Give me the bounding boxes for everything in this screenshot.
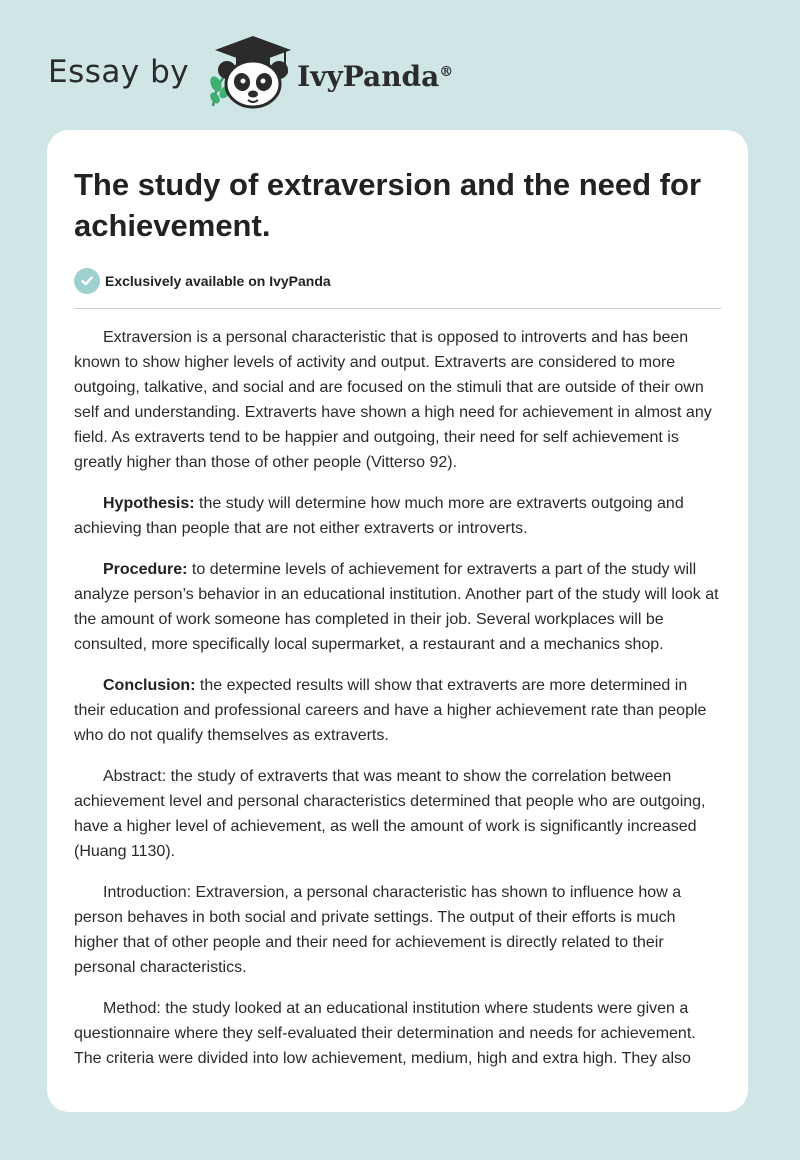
paragraph-abstract: Abstract: the study of extraverts that was meant to show the correlation between achievement level and personal characteristics determined that people who are outgoing, have a higher level of achievement, as well the amount of work is significantly increased (Huang 1130).	[74, 768, 706, 860]
conclusion-label: Conclusion:	[103, 677, 196, 694]
paragraph-method: Method: the study looked at an educational institution where students were given a questionnaire where they self-evaluated their determination and needs for achievement. The criteria were divided into low achievement, medium, high and extra high. They also	[74, 1000, 696, 1067]
paragraph-conclusion: Conclusion: the expected results will show that extraverts are more determined in their education and professional careers and have a higher achievement rate than people who do not qualify themselves as extraverts.	[74, 677, 707, 744]
hypothesis-label: Hypothesis:	[103, 495, 195, 512]
paragraph-hypothesis: Hypothesis: the study will determine how much more are extraverts outgoing and achieving than people that are not either extraverts or introverts.	[74, 495, 684, 537]
exclusive-badge	[74, 268, 721, 294]
brand-name[interactable]: IvyPanda®	[297, 59, 454, 93]
paragraph-procedure: Procedure: to determine levels of achievement for extraverts a part of the study will analyze person’s behavior in an educational institution. Another part of the study will look at the amount of work someone has completed in their job. Several workplaces will be consulted, more specifically local supermarket, a restaurant and a mechanics shop.	[74, 561, 719, 653]
essay-card	[47, 130, 748, 1112]
essay-title: The study of extraversion and the need for achievement.	[74, 167, 702, 243]
paragraph-intro: Extraversion is a personal characteristic that is opposed to introverts and has been known to show higher levels of activity and output. Extraverts are considered to more outgoing, talkative, and social and are focused on the stimuli that are outside of their own self and understanding. Extraverts have shown a high need for achievement in almost any field. As extraverts tend to be happier and outgoing, their need for self achievement is greatly higher than those of other people (Vitterso 92).	[74, 329, 712, 471]
panda-logo-icon[interactable]	[203, 34, 295, 110]
site-header	[48, 34, 453, 110]
check-icon	[74, 268, 100, 294]
paragraph-introduction: Introduction: Extraversion, a personal characteristic has shown to influence how a person behaves in both social and private settings. The output of their efforts is much higher that of other people and their need for achievement is directly related to their personal characteristics.	[74, 884, 682, 976]
essay-by-label: Essay by	[48, 54, 190, 90]
registered-mark: ®	[439, 63, 454, 80]
procedure-label: Procedure:	[103, 561, 188, 578]
exclusive-label: Exclusively available on IvyPanda	[105, 273, 331, 289]
divider	[74, 308, 721, 309]
